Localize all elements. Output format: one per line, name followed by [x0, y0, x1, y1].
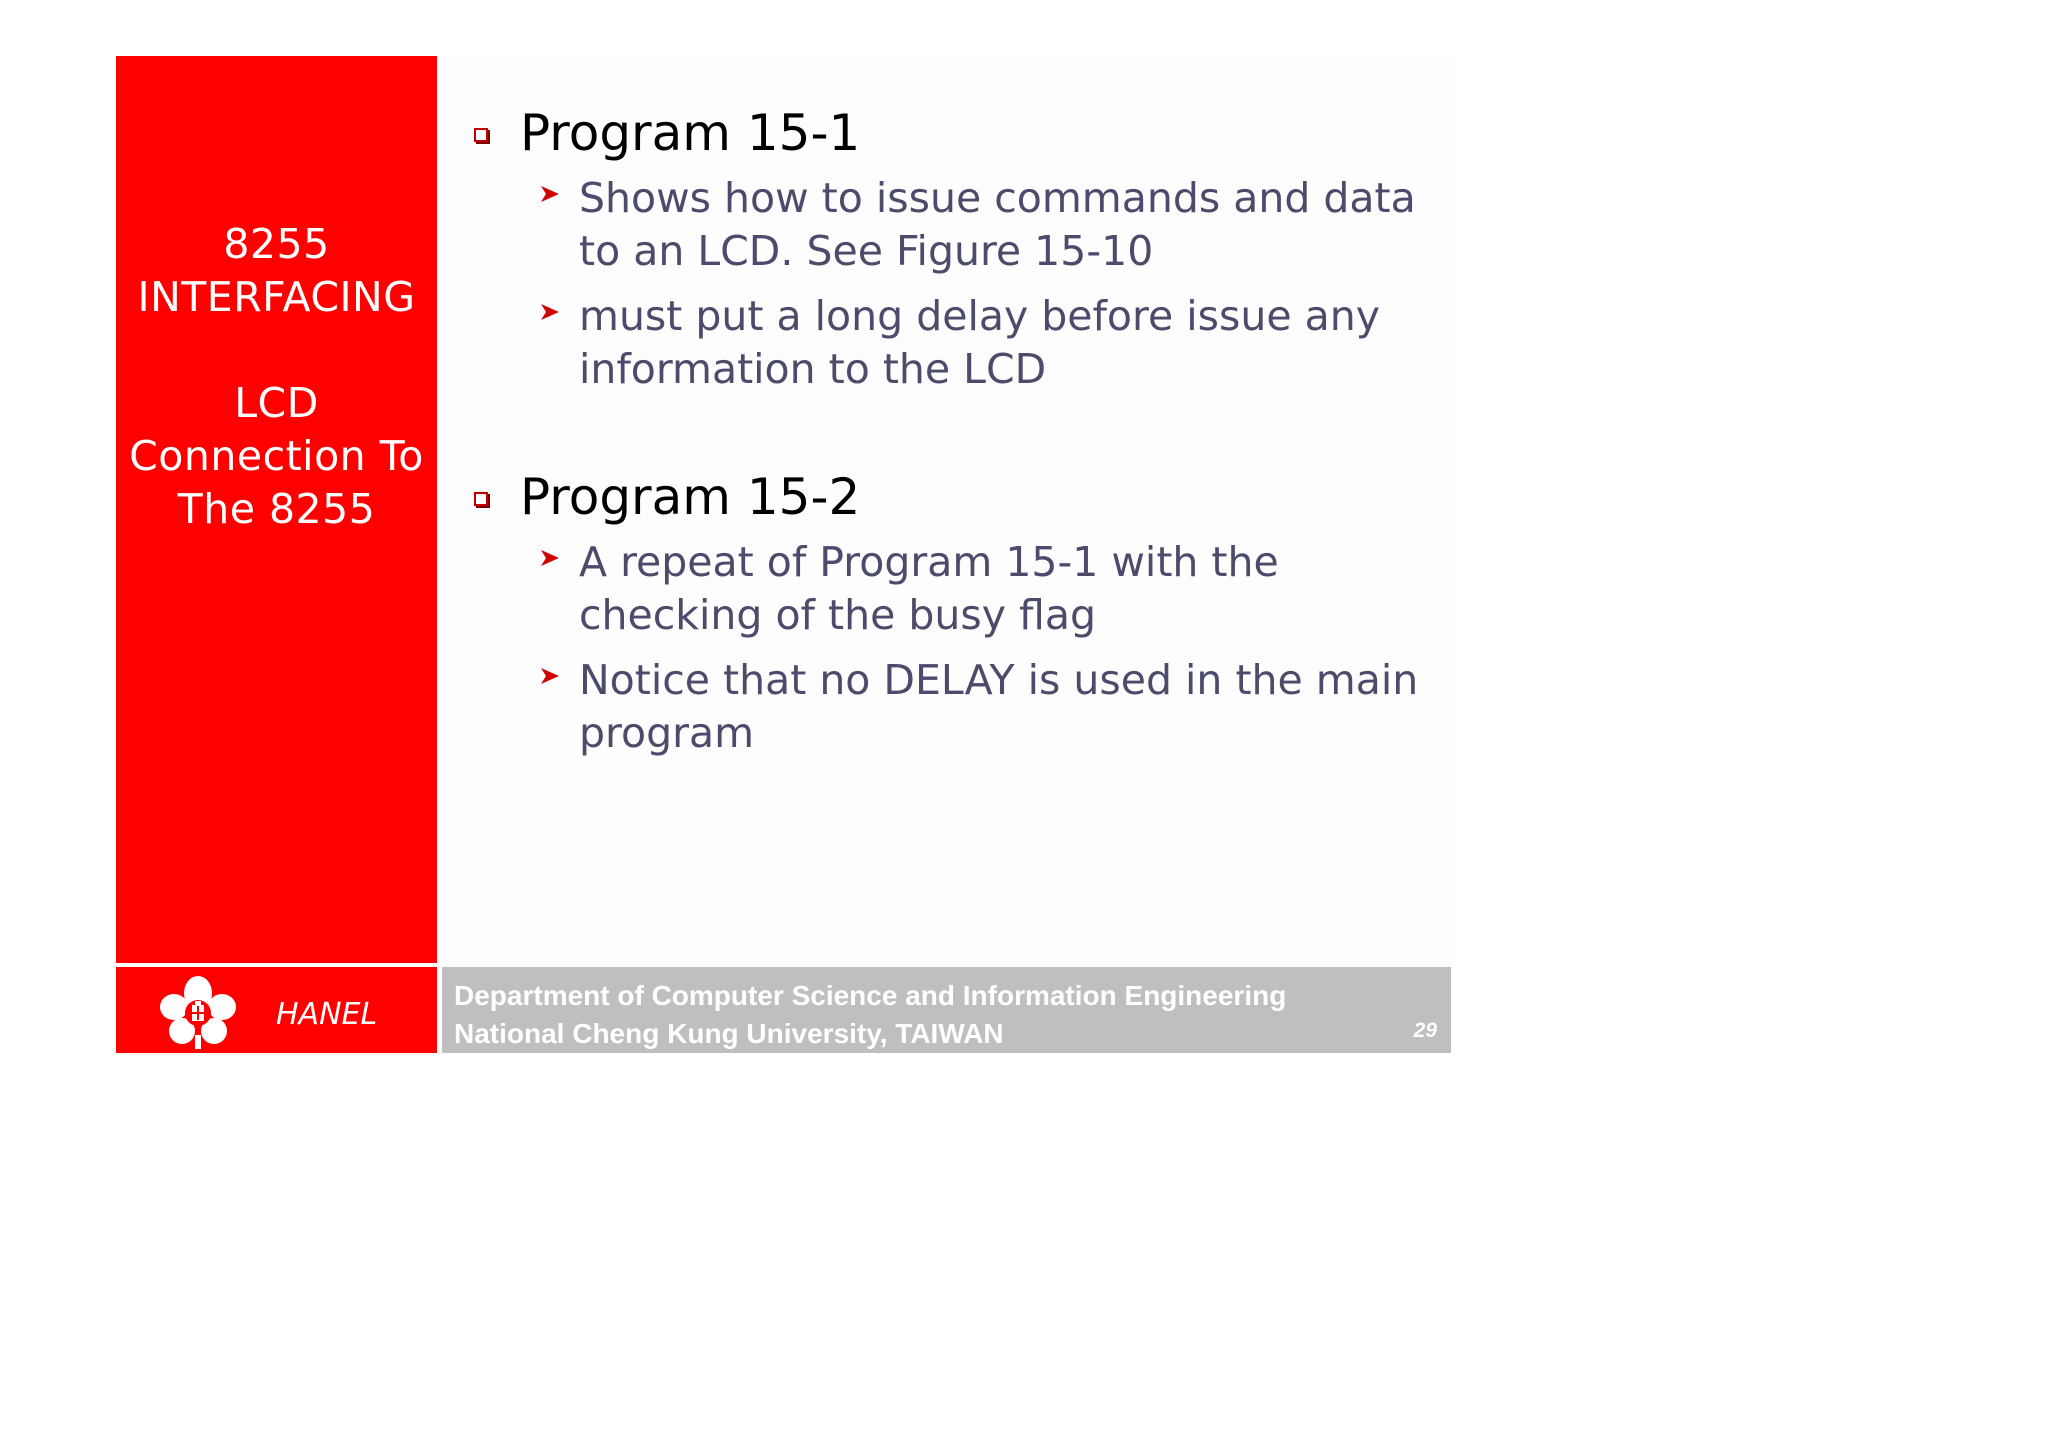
sidebar-panel	[116, 56, 437, 963]
bullet-text: must put a long delay before issue any information to the LCD	[579, 292, 1380, 393]
sidebar-title-line: INTERFACING	[137, 273, 416, 321]
arrow-bullet-icon	[538, 546, 562, 570]
section-program-15-1	[470, 100, 1430, 396]
section-program-15-2	[470, 464, 1430, 760]
institution-text	[454, 977, 1286, 1053]
sidebar-title-line: 8255	[223, 220, 330, 268]
bullet-text: A repeat of Program 15-1 with the checking of the busy flag	[579, 538, 1279, 639]
list-item	[470, 654, 1430, 760]
sidebar-title	[116, 218, 437, 536]
footer-author-panel	[116, 967, 437, 1053]
university-emblem-logo	[156, 973, 240, 1049]
arrow-bullet-icon	[538, 182, 562, 206]
square-bullet-icon	[474, 492, 488, 506]
sidebar-subtitle-line: Connection To	[129, 432, 424, 480]
sidebar-subtitle-line: The 8255	[177, 485, 376, 533]
section-title: Program 15-1	[520, 104, 861, 162]
page-number: 29	[1413, 1019, 1437, 1042]
department-name: Department of Computer Science and Information Engineering	[454, 980, 1287, 1011]
bullet-text: Shows how to issue commands and data to an LCD. See Figure 15-10	[579, 174, 1416, 275]
sidebar-subtitle-line: LCD	[234, 379, 319, 427]
bullet-text: Notice that no DELAY is used in the main program	[579, 656, 1419, 757]
arrow-bullet-icon	[538, 664, 562, 688]
square-bullet-icon	[474, 128, 488, 142]
arrow-bullet-icon	[538, 300, 562, 324]
author-name: HANEL	[276, 997, 378, 1032]
section-title: Program 15-2	[520, 468, 861, 526]
list-item	[470, 536, 1430, 642]
list-item	[470, 290, 1430, 396]
footer-institution-panel	[442, 967, 1451, 1053]
university-name: National Cheng Kung University, TAIWAN	[454, 1018, 1004, 1049]
list-item	[470, 172, 1430, 278]
